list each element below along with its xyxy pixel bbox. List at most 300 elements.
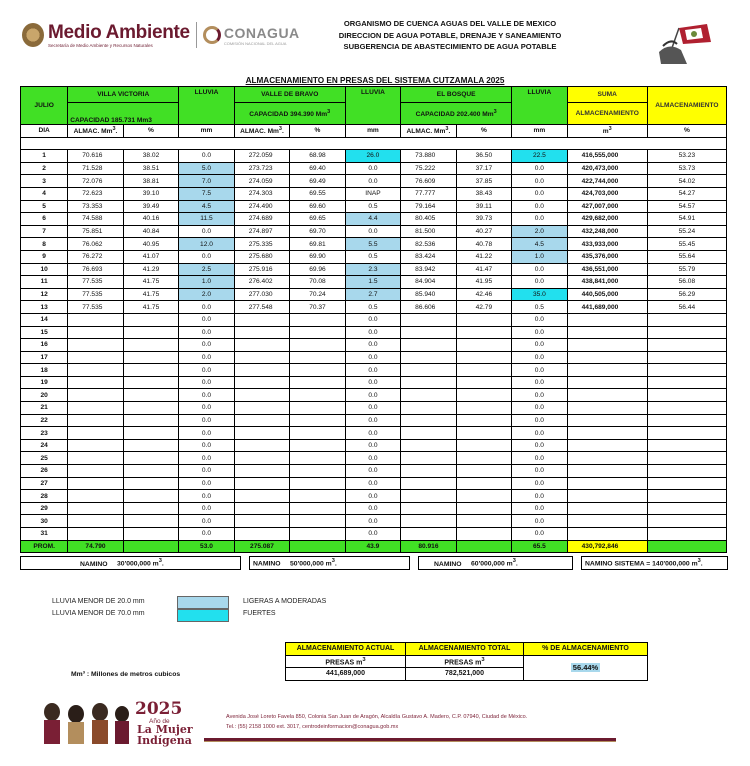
cell-l3: 0.0 xyxy=(512,502,567,515)
cell-eb xyxy=(401,389,456,402)
cell-vbp xyxy=(290,364,345,377)
el-bosque-capacity xyxy=(401,103,512,125)
cell-l2: 0.0 xyxy=(345,162,400,175)
cell-l1: 4.5 xyxy=(179,200,234,213)
cell-vv xyxy=(68,515,123,528)
cell-eb xyxy=(401,452,456,465)
cell-vvp xyxy=(123,490,178,503)
cell-l2: INAP xyxy=(345,187,400,200)
cell-vvp xyxy=(123,313,178,326)
cell-vb: 273.723 xyxy=(234,162,289,175)
cell-eb: 75.222 xyxy=(401,162,456,175)
cell-l2: 0.0 xyxy=(345,313,400,326)
cell-l2: 5.5 xyxy=(345,238,400,251)
cell-s: 440,505,000 xyxy=(567,288,647,301)
cell-l1: 0.0 xyxy=(179,502,234,515)
namino-vb-sup: 3 xyxy=(331,558,335,565)
cell-l3: 0.0 xyxy=(512,351,567,364)
cell-s xyxy=(567,376,647,389)
cell-s xyxy=(567,439,647,452)
cell-ebp xyxy=(456,351,511,364)
cell-vv xyxy=(68,490,123,503)
cell-s: 416,555,000 xyxy=(567,150,647,163)
summary-sub-total-text: PRESAS m xyxy=(444,658,482,666)
cell-ebp xyxy=(456,326,511,339)
cell-sp: 56.29 xyxy=(647,288,726,301)
cell-l3: 4.5 xyxy=(512,238,567,251)
cell-d: 8 xyxy=(21,238,68,251)
cell-l3: 0.0 xyxy=(512,213,567,226)
cell-vb: 277.548 xyxy=(234,301,289,314)
footer-indigena: Indígena xyxy=(137,734,192,747)
cell-sp xyxy=(647,364,726,377)
cell-ebp: 42.79 xyxy=(456,301,511,314)
cell-vbp: 69.55 xyxy=(290,187,345,200)
cell-d: 28 xyxy=(21,490,68,503)
cell-vvp: 38.02 xyxy=(123,150,178,163)
cell-vv: 77.535 xyxy=(68,301,123,314)
cell-s xyxy=(567,515,647,528)
cell-l1: 11.5 xyxy=(179,213,234,226)
org-line-3: SUBGERENCIA DE ABASTECIMIENTO DE AGUA POTABLE xyxy=(343,42,557,51)
vv-almac-sup: 3 xyxy=(112,126,116,133)
namino-eb-label: NAMINO xyxy=(434,560,462,568)
table-row xyxy=(21,376,727,389)
prom-l3: 65.5 xyxy=(512,540,567,553)
prom-vb-pct xyxy=(290,540,345,553)
cell-s: 429,682,000 xyxy=(567,213,647,226)
cell-vv: 72.076 xyxy=(68,175,123,188)
eb-almac-sup: 3 xyxy=(445,126,449,133)
cell-d: 2 xyxy=(21,162,68,175)
cell-eb xyxy=(401,439,456,452)
cell-eb xyxy=(401,490,456,503)
cell-l3: 0.0 xyxy=(512,452,567,465)
cell-l2: 0.0 xyxy=(345,389,400,402)
table-row xyxy=(21,225,727,238)
villa-victoria-header: VILLA VICTORIA xyxy=(68,87,179,103)
cell-d: 21 xyxy=(21,402,68,415)
cell-l3: 0.0 xyxy=(512,414,567,427)
cell-l3: 0.0 xyxy=(512,326,567,339)
cell-l3: 0.0 xyxy=(512,389,567,402)
cell-l1: 0.0 xyxy=(179,427,234,440)
cell-d: 14 xyxy=(21,313,68,326)
cell-vvp xyxy=(123,439,178,452)
cell-eb xyxy=(401,465,456,478)
prom-pct xyxy=(647,540,726,553)
cell-ebp: 39.73 xyxy=(456,213,511,226)
eb-almac-text: ALMAC. Mm xyxy=(406,128,446,136)
namino-vb-label: NAMINO xyxy=(253,560,281,568)
cell-d: 24 xyxy=(21,439,68,452)
cell-eb xyxy=(401,528,456,541)
vb-pct-header: % xyxy=(290,125,345,138)
cell-l3: 22.5 xyxy=(512,150,567,163)
prom-label: PROM. xyxy=(21,540,68,553)
summary-pct-cell xyxy=(524,655,648,680)
rain-header-2: LLUVIA xyxy=(345,87,400,125)
cell-d: 6 xyxy=(21,213,68,226)
summary-sub-actual-sup: 3 xyxy=(362,656,366,663)
cell-sp: 55.79 xyxy=(647,263,726,276)
cell-vv xyxy=(68,528,123,541)
cell-l1: 0.0 xyxy=(179,402,234,415)
cell-vbp: 70.24 xyxy=(290,288,345,301)
cell-ebp: 36.50 xyxy=(456,150,511,163)
cell-l2: 0.0 xyxy=(345,376,400,389)
cell-d: 7 xyxy=(21,225,68,238)
el-bosque-capacity-text: CAPACIDAD 202.400 Mm xyxy=(415,111,494,119)
cell-s xyxy=(567,502,647,515)
cell-sp: 55.64 xyxy=(647,250,726,263)
cell-vvp xyxy=(123,402,178,415)
table-row xyxy=(21,162,727,175)
namino-gap-1 xyxy=(241,557,250,570)
logo-divider xyxy=(196,22,197,48)
cell-s: 433,933,000 xyxy=(567,238,647,251)
table-title: ALMACENAMIENTO EN PRESAS DEL SISTEMA CUTZAMALA 2025 xyxy=(245,76,505,85)
cell-vvp xyxy=(123,339,178,352)
cell-vv xyxy=(68,427,123,440)
cell-l1: 0.0 xyxy=(179,528,234,541)
cell-sp xyxy=(647,339,726,352)
cell-vbp xyxy=(290,427,345,440)
legend-light-swatch xyxy=(177,596,229,609)
cell-ebp xyxy=(456,389,511,402)
cell-s xyxy=(567,427,647,440)
cell-d: 22 xyxy=(21,414,68,427)
rain1-unit-header: mm xyxy=(179,125,234,138)
cell-vvp xyxy=(123,364,178,377)
cell-d: 15 xyxy=(21,326,68,339)
cell-d: 26 xyxy=(21,465,68,478)
header-logos xyxy=(22,22,300,48)
cell-vvp: 40.16 xyxy=(123,213,178,226)
cell-s xyxy=(567,528,647,541)
cell-d: 5 xyxy=(21,200,68,213)
cell-vb xyxy=(234,528,289,541)
namino-table xyxy=(20,556,728,570)
cell-l1: 0.0 xyxy=(179,414,234,427)
table-row xyxy=(21,301,727,314)
cell-s: 424,703,000 xyxy=(567,187,647,200)
cell-ebp: 41.22 xyxy=(456,250,511,263)
el-bosque-header: EL BOSQUE xyxy=(401,87,512,103)
cell-vb: 272.059 xyxy=(234,150,289,163)
medio-ambiente-title: Medio Ambiente xyxy=(48,21,190,43)
cell-s xyxy=(567,326,647,339)
legend-line-1: LLUVIA MENOR DE 20.0 mm xyxy=(52,598,145,605)
cell-eb xyxy=(401,364,456,377)
cell-vb: 274.897 xyxy=(234,225,289,238)
cell-vv xyxy=(68,351,123,364)
cell-l3: 0.0 xyxy=(512,515,567,528)
cell-l2: 0.0 xyxy=(345,225,400,238)
valle-bravo-capacity-sup: 3 xyxy=(327,108,331,115)
cell-vvp: 40.95 xyxy=(123,238,178,251)
vb-almac-sup: 3 xyxy=(278,126,282,133)
cell-sp xyxy=(647,490,726,503)
cell-vv xyxy=(68,339,123,352)
conagua-logo xyxy=(224,25,300,46)
cell-l3: 0.0 xyxy=(512,175,567,188)
cell-vb: 275.680 xyxy=(234,250,289,263)
cell-eb: 80.405 xyxy=(401,213,456,226)
table-row xyxy=(21,528,727,541)
cell-l1: 0.0 xyxy=(179,465,234,478)
cell-l3: 0.0 xyxy=(512,313,567,326)
conagua-subtitle: COMISIÓN NACIONAL DEL AGUA xyxy=(223,40,287,46)
cell-l3: 0.0 xyxy=(512,477,567,490)
vb-almac-text: ALMAC. Mm xyxy=(240,128,279,136)
cell-vb xyxy=(234,439,289,452)
cell-vv xyxy=(68,465,123,478)
cell-vv xyxy=(68,313,123,326)
cell-vv xyxy=(68,502,123,515)
cell-vb xyxy=(234,389,289,402)
cell-l3: 0.0 xyxy=(512,490,567,503)
table-row xyxy=(21,515,727,528)
cell-ebp: 39.11 xyxy=(456,200,511,213)
cell-vv: 74.588 xyxy=(68,213,123,226)
cell-vb: 275.335 xyxy=(234,238,289,251)
cell-vv: 76.693 xyxy=(68,263,123,276)
cell-vbp: 69.60 xyxy=(290,200,345,213)
cell-eb: 79.164 xyxy=(401,200,456,213)
summary-table xyxy=(285,642,648,681)
cell-l1: 0.0 xyxy=(179,313,234,326)
cell-sp xyxy=(647,376,726,389)
cell-s: 441,689,000 xyxy=(567,301,647,314)
cell-ebp xyxy=(456,452,511,465)
table-row xyxy=(21,276,727,289)
cell-s xyxy=(567,351,647,364)
valle-bravo-capacity-text: CAPACIDAD 394.390 Mm xyxy=(249,111,328,119)
cell-vv xyxy=(68,439,123,452)
cell-l3: 35.0 xyxy=(512,288,567,301)
cell-ebp: 37.17 xyxy=(456,162,511,175)
cell-l2: 0.0 xyxy=(345,439,400,452)
cell-vbp xyxy=(290,326,345,339)
prom-l1: 53.0 xyxy=(179,540,234,553)
prom-vv: 74.790 xyxy=(68,540,123,553)
table-row xyxy=(21,313,727,326)
cell-ebp: 42.46 xyxy=(456,288,511,301)
cell-eb: 76.609 xyxy=(401,175,456,188)
valle-bravo-capacity xyxy=(234,103,345,125)
cell-vvp: 38.81 xyxy=(123,175,178,188)
cell-l1: 1.0 xyxy=(179,276,234,289)
cell-sp xyxy=(647,502,726,515)
cell-ebp: 37.85 xyxy=(456,175,511,188)
cell-l1: 0.0 xyxy=(179,364,234,377)
cell-s xyxy=(567,364,647,377)
cell-sp xyxy=(647,427,726,440)
namino-eb xyxy=(419,557,573,570)
cell-eb: 81.500 xyxy=(401,225,456,238)
cell-vb xyxy=(234,414,289,427)
month-header: JULIO xyxy=(21,87,68,125)
prom-sum: 430,792,846 xyxy=(567,540,647,553)
cell-l3: 0.0 xyxy=(512,427,567,440)
cell-l2: 1.5 xyxy=(345,276,400,289)
cell-sp xyxy=(647,477,726,490)
cell-l2: 0.0 xyxy=(345,351,400,364)
cell-vb xyxy=(234,515,289,528)
table-row xyxy=(21,213,727,226)
cell-d: 25 xyxy=(21,452,68,465)
cell-l3: 0.0 xyxy=(512,187,567,200)
cell-vb xyxy=(234,427,289,440)
table-row xyxy=(21,263,727,276)
cell-sp xyxy=(647,402,726,415)
cell-vv: 76.062 xyxy=(68,238,123,251)
cell-vbp xyxy=(290,389,345,402)
cell-ebp xyxy=(456,339,511,352)
cell-vvp xyxy=(123,427,178,440)
cell-ebp xyxy=(456,414,511,427)
cell-vv: 71.528 xyxy=(68,162,123,175)
cell-l2: 0.0 xyxy=(345,175,400,188)
summary-val-actual: 441,689,000 xyxy=(286,668,406,681)
cell-d: 19 xyxy=(21,376,68,389)
summary-header-actual: ALMACENAMIENTO ACTUAL xyxy=(286,643,406,656)
cell-ebp xyxy=(456,528,511,541)
table-row xyxy=(21,288,727,301)
cell-vb: 277.030 xyxy=(234,288,289,301)
cell-vv: 77.535 xyxy=(68,288,123,301)
namino-sistema-value: NAMINO SISTEMA = 140'000,000 m xyxy=(585,560,698,568)
prom-l2: 43.9 xyxy=(345,540,400,553)
vb-almac-dot: . xyxy=(281,128,284,136)
cell-l1: 0.0 xyxy=(179,339,234,352)
vv-pct-header: % xyxy=(123,125,178,138)
cell-eb xyxy=(401,313,456,326)
cell-sp: 56.44 xyxy=(647,301,726,314)
cell-ebp: 38.43 xyxy=(456,187,511,200)
cell-vb: 275.916 xyxy=(234,263,289,276)
table-row xyxy=(21,238,727,251)
cell-eb xyxy=(401,376,456,389)
cell-d: 9 xyxy=(21,250,68,263)
table-row xyxy=(21,250,727,263)
cell-l3: 0.0 xyxy=(512,263,567,276)
cell-sp: 55.24 xyxy=(647,225,726,238)
table-row xyxy=(21,427,727,440)
cell-vv xyxy=(68,376,123,389)
cell-vvp: 39.49 xyxy=(123,200,178,213)
cell-vbp xyxy=(290,313,345,326)
cell-ebp xyxy=(456,376,511,389)
cell-vv xyxy=(68,364,123,377)
prom-eb-pct xyxy=(456,540,511,553)
table-row xyxy=(21,402,727,415)
cell-vvp xyxy=(123,528,178,541)
cell-eb: 86.606 xyxy=(401,301,456,314)
table-row xyxy=(21,414,727,427)
cell-vbp xyxy=(290,452,345,465)
cell-sp xyxy=(647,439,726,452)
cell-l1: 0.0 xyxy=(179,376,234,389)
unit-note: Mm³ : Millones de metros cubicos xyxy=(71,671,181,678)
cell-l2: 26.0 xyxy=(345,150,400,163)
cell-vb: 274.303 xyxy=(234,187,289,200)
cell-l3: 0.0 xyxy=(512,276,567,289)
cell-l2: 0.0 xyxy=(345,427,400,440)
cell-s: 438,841,000 xyxy=(567,276,647,289)
table-row xyxy=(21,351,727,364)
cell-eb xyxy=(401,351,456,364)
organization-heading xyxy=(300,18,600,53)
flag-illustration-icon xyxy=(657,22,715,64)
sum-unit-sup: 3 xyxy=(608,126,612,133)
cell-ebp xyxy=(456,313,511,326)
cell-s xyxy=(567,339,647,352)
cell-d: 3 xyxy=(21,175,68,188)
cell-vvp xyxy=(123,351,178,364)
cell-vvp: 41.75 xyxy=(123,301,178,314)
org-line-2: DIRECCION DE AGUA POTABLE, DRENAJE Y SANEAMIENTO xyxy=(338,30,562,40)
cell-vv: 72.623 xyxy=(68,187,123,200)
cell-vb xyxy=(234,502,289,515)
rain-header-1: LLUVIA xyxy=(179,87,234,125)
cell-eb xyxy=(401,515,456,528)
cell-vb xyxy=(234,465,289,478)
footer-address xyxy=(226,712,527,732)
cell-eb xyxy=(401,477,456,490)
cell-vbp xyxy=(290,414,345,427)
cell-ebp xyxy=(456,427,511,440)
cell-eb xyxy=(401,339,456,352)
cell-eb xyxy=(401,326,456,339)
footer-mujer: La Mujer xyxy=(137,723,193,736)
cell-sp: 53.73 xyxy=(647,162,726,175)
cell-eb: 85.940 xyxy=(401,288,456,301)
cell-vbp xyxy=(290,515,345,528)
cell-d: 29 xyxy=(21,502,68,515)
cell-l2: 0.0 xyxy=(345,465,400,478)
cell-l3: 1.0 xyxy=(512,250,567,263)
table-row xyxy=(21,439,727,452)
cell-s xyxy=(567,465,647,478)
namino-eb-value: 60'000,000 m xyxy=(471,560,513,568)
cell-vv: 77.535 xyxy=(68,276,123,289)
summary-pct-value: 56.44% xyxy=(572,663,599,672)
indigenous-women-illustration-icon xyxy=(38,698,134,746)
table-row xyxy=(21,187,727,200)
table-row xyxy=(21,389,727,402)
table-row xyxy=(21,175,727,188)
cell-vv: 75.851 xyxy=(68,225,123,238)
vv-almac-dot: . xyxy=(115,128,118,136)
cell-vvp xyxy=(123,502,178,515)
cell-sp xyxy=(647,351,726,364)
cell-l1: 0.0 xyxy=(179,389,234,402)
cell-l2: 0.0 xyxy=(345,339,400,352)
cell-vv xyxy=(68,402,123,415)
cell-ebp: 41.95 xyxy=(456,276,511,289)
cell-vbp: 70.08 xyxy=(290,276,345,289)
cell-l2: 0.0 xyxy=(345,364,400,377)
footer-ano: Año de xyxy=(149,718,170,725)
summary-sub-actual xyxy=(286,655,406,668)
cell-eb: 73.880 xyxy=(401,150,456,163)
cell-vb xyxy=(234,376,289,389)
cell-l2: 0.0 xyxy=(345,502,400,515)
cell-sp: 56.08 xyxy=(647,276,726,289)
cell-vvp xyxy=(123,326,178,339)
